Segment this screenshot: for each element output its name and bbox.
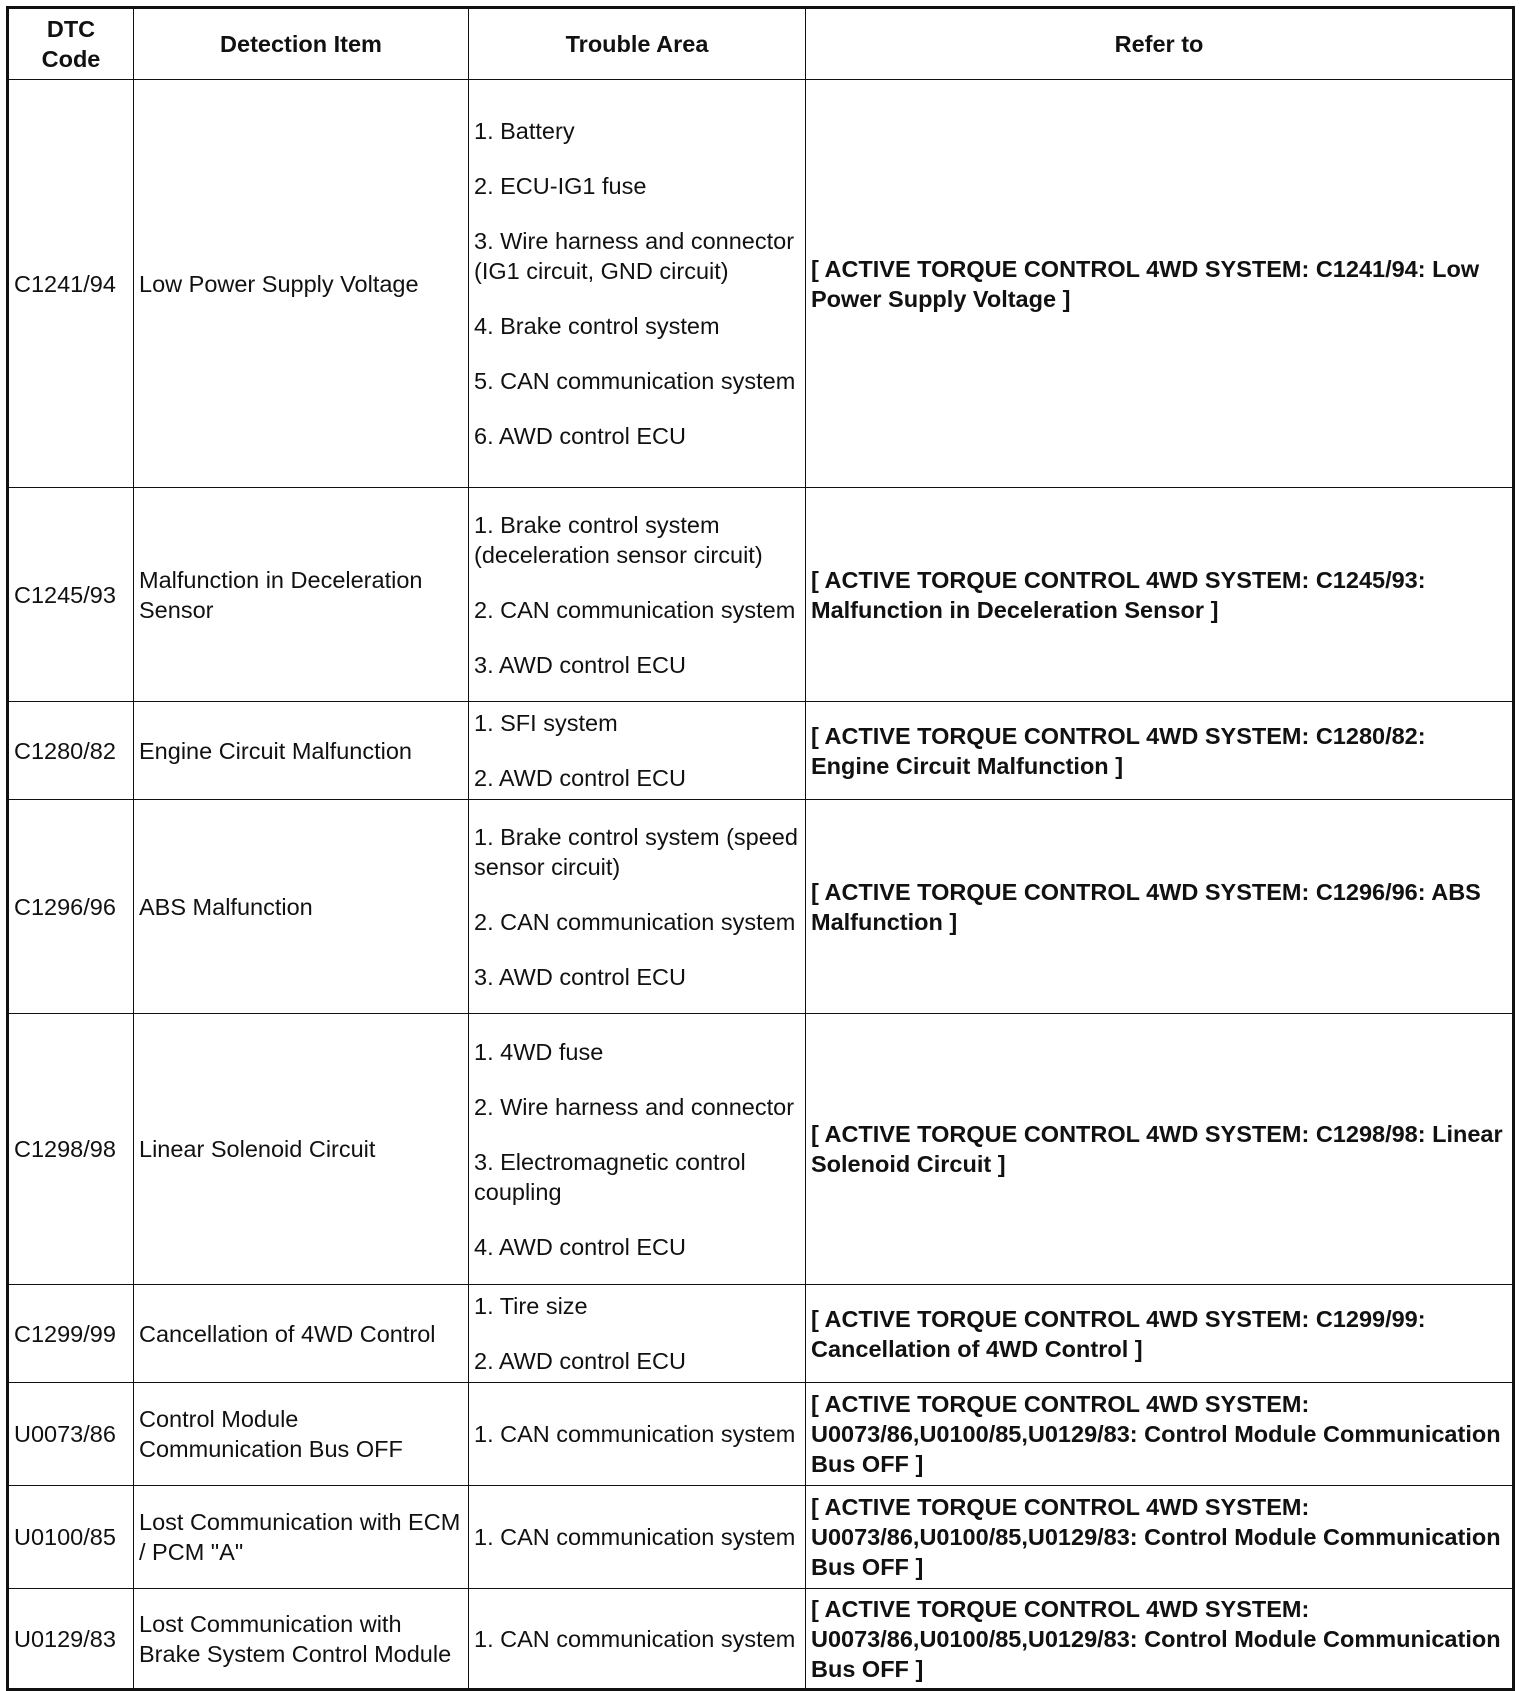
detection-item-cell: Lost Communication with ECM / PCM "A" [134,1486,469,1589]
trouble-area-item: 1. Tire size [474,1293,588,1319]
dtc-code-cell: U0100/85 [8,1486,134,1589]
trouble-area-item: 4. Brake control system [474,313,720,339]
dtc-code-cell: U0073/86 [8,1383,134,1486]
dtc-code-cell: U0129/83 [8,1589,134,1690]
table-row [8,800,1514,1014]
dtc-code-cell: C1280/82 [8,702,134,800]
dtc-code-cell: C1299/99 [8,1285,134,1383]
table-row [8,1486,1514,1589]
trouble-area-cell [469,80,806,488]
trouble-area-item: 1. 4WD fuse [474,1038,604,1065]
refer-to-link[interactable]: [ ACTIVE TORQUE CONTROL 4WD SYSTEM: C1280/82: Engine Circuit Malfunction ] [806,702,1514,800]
trouble-area-item: 1. CAN communication system [474,1625,796,1652]
refer-to-link[interactable]: [ ACTIVE TORQUE CONTROL 4WD SYSTEM: C1245/93: Malfunction in Deceleration Sensor ] [806,488,1514,702]
trouble-area-item: 1. Battery [474,118,575,144]
detection-item-cell: Low Power Supply Voltage [134,80,469,488]
detection-item-cell: Linear Solenoid Circuit [134,1014,469,1285]
dtc-table [6,6,1515,1691]
table-body [8,80,1514,1690]
dtc-code-cell: C1241/94 [8,80,134,488]
dtc-code-cell: C1245/93 [8,488,134,702]
table-row [8,1383,1514,1486]
trouble-area-item: 2. AWD control ECU [474,765,686,791]
trouble-area-item: 3. AWD control ECU [474,651,686,678]
detection-item-cell: Malfunction in Deceleration Sensor [134,488,469,702]
trouble-area-item: 6. AWD control ECU [474,423,686,449]
trouble-area-cell [469,702,806,800]
header-refer-to: Refer to [806,8,1514,80]
trouble-area-item: 2. Wire harness and connector [474,1093,795,1120]
header-trouble-area: Trouble Area [469,8,806,80]
refer-to-link[interactable]: [ ACTIVE TORQUE CONTROL 4WD SYSTEM: C1241/94: Low Power Supply Voltage ] [806,80,1514,488]
table-row [8,80,1514,488]
trouble-area-item: 3. Electromagnetic control coupling [474,1148,746,1205]
table-row [8,702,1514,800]
table-row [8,1285,1514,1383]
table-row [8,488,1514,702]
trouble-area-item: 2. CAN communication system [474,908,796,935]
detection-item-cell: Cancellation of 4WD Control [134,1285,469,1383]
table-row [8,1589,1514,1690]
dtc-code-cell: C1298/98 [8,1014,134,1285]
trouble-area-item: 1. CAN communication system [474,1524,796,1550]
detection-item-cell: Engine Circuit Malfunction [134,702,469,800]
header-dtc-code: DTC Code [8,8,134,80]
trouble-area-item: 5. CAN communication system [474,368,796,394]
detection-item-cell: ABS Malfunction [134,800,469,1014]
table-row [8,1014,1514,1285]
header-row [8,8,1514,80]
detection-item-cell: Lost Communication with Brake System Control Module [134,1589,469,1690]
trouble-area-item: 3. Wire harness and connector (IG1 circuit, GND circuit) [474,228,795,284]
trouble-area-item: 2. CAN communication system [474,596,796,623]
trouble-area-item: 3. AWD control ECU [474,963,686,990]
detection-item-cell: Control Module Communication Bus OFF [134,1383,469,1486]
refer-to-link[interactable]: [ ACTIVE TORQUE CONTROL 4WD SYSTEM: C1298/98: Linear Solenoid Circuit ] [806,1014,1514,1285]
refer-to-link[interactable]: [ ACTIVE TORQUE CONTROL 4WD SYSTEM: U0073/86,U0100/85,U0129/83: Control Module Communication Bus OFF ] [806,1589,1514,1690]
trouble-area-cell [469,1014,806,1285]
trouble-area-cell [469,488,806,702]
trouble-area-item: 1. Brake control system (deceleration sensor circuit) [474,511,763,568]
trouble-area-item: 2. ECU-IG1 fuse [474,173,647,199]
trouble-area-cell [469,1285,806,1383]
refer-to-link[interactable]: [ ACTIVE TORQUE CONTROL 4WD SYSTEM: U0073/86,U0100/85,U0129/83: Control Module Communication Bus OFF ] [806,1383,1514,1486]
trouble-area-cell [469,1383,806,1486]
refer-to-link[interactable]: [ ACTIVE TORQUE CONTROL 4WD SYSTEM: U0073/86,U0100/85,U0129/83: Control Module Communication Bus OFF ] [806,1486,1514,1589]
trouble-area-cell [469,1589,806,1690]
trouble-area-cell [469,1486,806,1589]
header-detection-item: Detection Item [134,8,469,80]
trouble-area-item: 1. SFI system [474,710,618,736]
trouble-area-item: 2. AWD control ECU [474,1348,686,1374]
trouble-area-item: 4. AWD control ECU [474,1233,686,1260]
refer-to-link[interactable]: [ ACTIVE TORQUE CONTROL 4WD SYSTEM: C1296/96: ABS Malfunction ] [806,800,1514,1014]
dtc-code-cell: C1296/96 [8,800,134,1014]
refer-to-link[interactable]: [ ACTIVE TORQUE CONTROL 4WD SYSTEM: C1299/99: Cancellation of 4WD Control ] [806,1285,1514,1383]
trouble-area-cell [469,800,806,1014]
trouble-area-item: 1. Brake control system (speed sensor circuit) [474,823,798,880]
trouble-area-item: 1. CAN communication system [474,1421,796,1447]
